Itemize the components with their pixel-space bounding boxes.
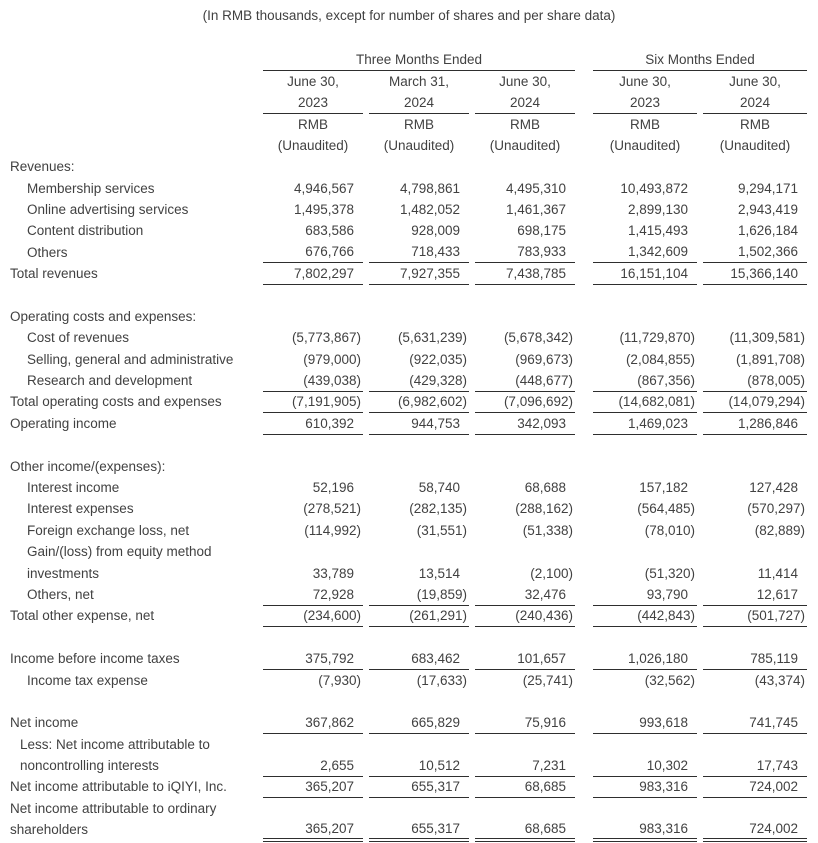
spacer-row [10, 434, 807, 455]
cell-value: (570,297) [747, 501, 805, 517]
cell-value: 13,514 [418, 565, 460, 581]
cell-value: 783,933 [475, 242, 575, 263]
cell-value: (288,162) [515, 501, 573, 517]
col-group-three-months: Three Months Ended [263, 49, 575, 70]
cell-value: 683,462 [369, 648, 469, 669]
cell-value: (5,773,867) [291, 330, 361, 346]
cell-value: (867,356) [593, 370, 697, 391]
cell-value: 928,009 [411, 223, 460, 239]
cell-value: (82,889) [754, 522, 805, 538]
col-header-currency: RMB [510, 116, 540, 132]
spacer-row [10, 691, 807, 712]
cell-value: (7,930) [318, 672, 361, 688]
cell-value: (51,320) [644, 565, 695, 581]
year-row [10, 92, 807, 113]
cell-value: 365,207 [263, 776, 363, 797]
col-header-year: 2023 [593, 92, 697, 113]
cell-value: 7,802,297 [263, 263, 363, 284]
cell-value: 1,286,846 [703, 413, 807, 434]
col-header-year: 2023 [263, 92, 363, 113]
col-header-currency: RMB [404, 116, 434, 132]
cell-value: 718,433 [369, 242, 469, 263]
col-header-year: 2024 [703, 92, 807, 113]
row-label: Operating income [10, 415, 117, 431]
cell-value: (11,309,581) [729, 330, 805, 346]
col-header-year: 2024 [475, 92, 575, 113]
cell-value: 724,002 [703, 819, 807, 840]
cell-value: 698,175 [517, 223, 566, 239]
cell-value: (5,631,239) [397, 330, 467, 346]
total-row [10, 391, 807, 412]
row-label: shareholders [10, 822, 89, 838]
cell-value: 724,002 [703, 776, 807, 797]
section-row [10, 306, 807, 327]
cell-value: 68,685 [475, 819, 575, 840]
income-statement-table [10, 49, 807, 842]
cell-value: 1,342,609 [593, 242, 697, 263]
total-row [10, 712, 807, 733]
row-label: Others, net [27, 586, 94, 602]
col-header-audit: (Unaudited) [383, 137, 455, 153]
row-label: Others [27, 244, 68, 260]
cell-value: 58,740 [418, 480, 460, 495]
table-row [10, 177, 807, 198]
statement-title: (In RMB thousands, except for number of shares and per share data) [202, 8, 616, 23]
cell-value: (979,000) [303, 351, 361, 367]
cell-value: 944,753 [369, 413, 469, 434]
col-header-year: 2024 [369, 92, 469, 113]
row-label: Income tax expense [27, 672, 148, 688]
cell-value: 655,317 [369, 819, 469, 840]
col-header-audit: (Unaudited) [489, 137, 561, 153]
cell-value: 17,743 [703, 755, 807, 776]
cell-value: 10,512 [369, 755, 469, 776]
row-label: Interest expenses [27, 501, 134, 517]
cell-value: (11,729,870) [619, 330, 695, 346]
cell-value: 10,493,872 [620, 180, 688, 196]
cell-value: (14,682,081) [593, 391, 697, 412]
table-row [10, 520, 807, 541]
cell-value: (429,328) [369, 370, 469, 391]
spacer-row [10, 627, 807, 648]
label-wrap-row [10, 798, 807, 819]
table-row [10, 220, 807, 241]
cell-value: 610,392 [263, 413, 363, 434]
cell-value: 683,586 [305, 223, 354, 239]
row-label: Total revenues [10, 266, 98, 282]
cell-value: 157,182 [639, 480, 688, 495]
col-header-audit: (Unaudited) [277, 137, 349, 153]
cell-value: (31,551) [416, 522, 467, 538]
date-row [10, 70, 807, 91]
cell-value: (7,096,692) [475, 391, 575, 412]
table-row [10, 199, 807, 220]
table-row [10, 348, 807, 369]
row-label: Cost of revenues [27, 330, 130, 346]
cell-value: 75,916 [475, 712, 575, 733]
cell-value: 665,829 [369, 712, 469, 733]
row-label: noncontrolling interests [20, 758, 159, 774]
cell-value: 4,946,567 [293, 180, 354, 196]
cell-value: 1,415,493 [627, 223, 688, 239]
cell-value: 9,294,171 [737, 180, 798, 196]
cell-value: (2,100) [530, 565, 573, 581]
cell-value: (278,521) [303, 501, 361, 517]
cell-value: (51,338) [522, 522, 573, 538]
cell-value: (282,135) [409, 501, 467, 517]
cell-value: 655,317 [369, 776, 469, 797]
cell-value: (501,727) [703, 605, 807, 626]
total-row [10, 605, 807, 626]
cell-value: 1,626,184 [737, 223, 798, 239]
row-label: Total other expense, net [10, 608, 155, 624]
cell-value: 93,790 [593, 584, 697, 605]
row-label: investments [27, 565, 100, 581]
table-row [10, 370, 807, 391]
cell-value: (19,859) [369, 584, 469, 605]
col-header-audit: (Unaudited) [609, 137, 681, 153]
section-row [10, 156, 807, 177]
total-row [10, 648, 807, 669]
cell-value: 365,207 [263, 819, 363, 840]
cell-value: 2,943,419 [737, 201, 798, 217]
cell-value: 4,495,310 [505, 180, 566, 196]
cell-value: (439,038) [263, 370, 363, 391]
row-label: Interest income [27, 480, 120, 495]
table-row [10, 477, 807, 498]
cell-value: (78,010) [644, 522, 695, 538]
cell-value: (240,436) [475, 605, 575, 626]
cell-value: (878,005) [703, 370, 807, 391]
row-label: Income before income taxes [10, 651, 180, 667]
cell-value: (25,741) [522, 672, 573, 688]
cell-value: (32,562) [644, 672, 695, 688]
row-label: Foreign exchange loss, net [27, 522, 190, 538]
cell-value: 983,316 [593, 776, 697, 797]
cell-value: 11,414 [757, 565, 798, 581]
cell-value: (969,673) [515, 351, 573, 367]
cell-value: 33,789 [312, 565, 354, 581]
cell-value: (564,485) [637, 501, 695, 517]
audit-row [10, 135, 807, 156]
total-row [10, 819, 807, 840]
cell-value: (17,633) [416, 672, 467, 688]
cell-value: 101,657 [475, 648, 575, 669]
row-label: Net income attributable to iQIYI, Inc. [10, 779, 227, 795]
cell-value: 1,461,367 [505, 201, 566, 217]
spacer-row [10, 284, 807, 305]
cell-value: 1,502,366 [703, 242, 807, 263]
cell-value: 741,745 [703, 712, 807, 733]
row-label: Net income [10, 715, 79, 731]
cell-value: (114,992) [304, 522, 361, 538]
cell-value: 127,428 [749, 480, 798, 495]
cell-value: 993,618 [593, 712, 697, 733]
row-label: Selling, general and administrative [27, 351, 234, 367]
cell-value: (6,982,602) [369, 391, 469, 412]
cell-value: 52,196 [312, 480, 354, 495]
col-group-six-months: Six Months Ended [593, 49, 807, 70]
label-wrap-row [10, 734, 807, 755]
cell-value: (7,191,905) [263, 391, 363, 412]
cell-value: 7,438,785 [475, 263, 575, 284]
total-row [10, 776, 807, 797]
col-header-audit: (Unaudited) [719, 137, 791, 153]
col-header-date: June 30, [729, 73, 781, 89]
row-label: Net income attributable to ordinary [10, 800, 217, 816]
col-header-date: June 30, [287, 73, 339, 89]
cell-value: 1,026,180 [593, 648, 697, 669]
col-header-date: March 31, [388, 73, 450, 89]
cell-value: (1,891,708) [735, 351, 805, 367]
cell-value: 16,151,104 [593, 263, 697, 284]
row-label: Other income/(expenses): [10, 458, 166, 474]
table-row [10, 562, 807, 583]
row-label: Content distribution [27, 223, 144, 239]
cell-value: 2,655 [263, 755, 363, 776]
cell-value: (5,678,342) [503, 330, 573, 346]
row-label: Gain/(loss) from equity method [27, 544, 212, 560]
table-row [10, 498, 807, 519]
cell-value: 15,366,140 [703, 263, 807, 284]
cell-value: 2,899,130 [627, 201, 688, 217]
cell-value: 367,862 [263, 712, 363, 733]
cell-value: 785,119 [703, 648, 807, 669]
cell-value: 32,476 [475, 584, 575, 605]
table-row [10, 755, 807, 776]
cell-value: (442,843) [593, 605, 697, 626]
cell-value: 10,302 [593, 755, 697, 776]
cell-value: (261,291) [369, 605, 469, 626]
table-row [10, 327, 807, 348]
row-label: Revenues: [10, 159, 75, 175]
row-label: Less: Net income attributable to [20, 736, 210, 752]
table-row [10, 242, 807, 263]
cell-value: 72,928 [263, 584, 363, 605]
cell-value: 1,482,052 [399, 201, 460, 217]
cell-value: 342,093 [475, 413, 575, 434]
col-header-currency: RMB [630, 116, 660, 132]
col-header-date: June 30, [619, 73, 671, 89]
currency-row [10, 113, 807, 134]
total-row [10, 413, 807, 434]
row-label: Membership services [27, 180, 155, 196]
row-label: Research and development [27, 373, 193, 389]
group-header-row [10, 49, 807, 70]
cell-value: (234,600) [263, 605, 363, 626]
cell-value: (2,084,855) [625, 351, 695, 367]
cell-value: (43,374) [754, 672, 805, 688]
col-header-currency: RMB [298, 116, 328, 132]
cell-value: 1,469,023 [593, 413, 697, 434]
cell-value: 68,688 [524, 480, 566, 495]
col-header-date: June 30, [499, 73, 551, 89]
cell-value: 7,927,355 [369, 263, 469, 284]
cell-value: 68,685 [475, 776, 575, 797]
cell-value: (14,079,294) [703, 391, 807, 412]
label-wrap-row [10, 541, 807, 562]
cell-value: (448,677) [475, 370, 575, 391]
cell-value: 375,792 [263, 648, 363, 669]
total-row [10, 263, 807, 284]
table-row [10, 584, 807, 605]
cell-value: (922,035) [409, 351, 467, 367]
col-header-currency: RMB [740, 116, 770, 132]
cell-value: 1,495,378 [293, 201, 354, 217]
cell-value: 12,617 [703, 584, 807, 605]
cell-value: 4,798,861 [399, 180, 460, 196]
row-label: Operating costs and expenses: [10, 308, 197, 324]
cell-value: 983,316 [593, 819, 697, 840]
section-row [10, 455, 807, 476]
cell-value: 676,766 [263, 242, 363, 263]
table-row [10, 669, 807, 690]
cell-value: 7,231 [475, 755, 575, 776]
row-label: Online advertising services [27, 201, 189, 217]
row-label: Total operating costs and expenses [10, 394, 222, 410]
